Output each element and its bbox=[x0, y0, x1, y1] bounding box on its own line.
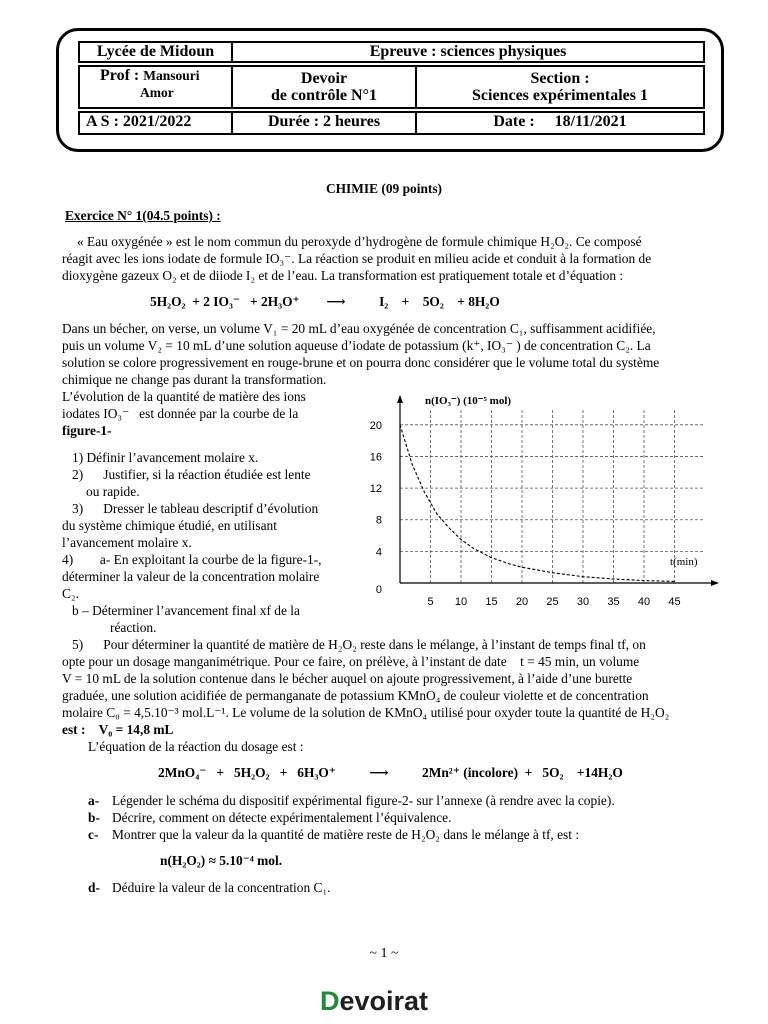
left-line-2: iodates IO₃⁻ est donnée par la courbe de la bbox=[62, 406, 299, 421]
chart-title: n(IO₃⁻) (10⁻⁵ mol) bbox=[425, 395, 512, 407]
x-axis-arrow bbox=[711, 580, 719, 586]
school-cell bbox=[78, 41, 233, 63]
devoir-line-2: de contrôle N°1 bbox=[271, 87, 377, 104]
intro-line-2: réagit avec les ions iodate de formule IO₃⁻. La réaction se produit en milieu acide et conduit à la formation de bbox=[62, 251, 652, 266]
q5-line-5: molaire C₀ = 4,5.10⁻³ mol.L⁻¹. Le volume de la solution de KMnO₄ utilisé pour oxyder toute la quantité de H₂O₂ bbox=[62, 705, 670, 720]
result-value: n(H₂O₂) ≈ 5.10⁻⁴ mol. bbox=[160, 853, 283, 868]
item-b-text: Décrire, comment on détecte expérimentalement l’équivalence. bbox=[112, 810, 452, 825]
question-3-cont-1: du système chimique étudié, en utilisant bbox=[62, 518, 277, 533]
section-label: Section : bbox=[530, 70, 590, 87]
x-tick-label: 15 bbox=[485, 596, 498, 608]
devoir-line-1: Devoir bbox=[300, 70, 348, 87]
item-c-label: c- bbox=[88, 827, 99, 842]
date-cell bbox=[415, 111, 705, 135]
q5-line-7: L’équation de la réaction du dosage est : bbox=[88, 739, 304, 754]
body-line-4: chimique ne change pas durant la transformation. bbox=[62, 372, 327, 387]
x-tick-label: 35 bbox=[607, 596, 620, 608]
left-line-3: figure-1- bbox=[62, 423, 112, 438]
x-tick-label: 10 bbox=[454, 596, 468, 608]
intro-line-1: « Eau oxygénée » est le nom commun du peroxyde d’hydrogène de formule chimique H₂O₂. Ce composé bbox=[77, 234, 642, 249]
equation-1: 5H₂O₂ + 2 IO₃⁻ + 2H₃O⁺ ⟶ I₂ + 5O₂ + 8H₂O bbox=[150, 294, 500, 309]
page-number: ~ 1 ~ bbox=[369, 946, 399, 961]
duration-cell bbox=[231, 111, 417, 135]
chimie-title: CHIMIE (09 points) bbox=[325, 181, 443, 196]
section-value: Sciences expérimentales 1 bbox=[472, 87, 648, 104]
body-line-1: Dans un bécher, on verse, un volume V₁ = 20 mL d’eau oxygénée de concentration C₁, suffisamment acidifiée, bbox=[62, 321, 656, 336]
figure-1-chart bbox=[360, 385, 730, 615]
x-tick-label: 30 bbox=[576, 596, 590, 608]
body-line-3: solution se colore progressivement en rouge-brune et on pourra donc considérer que le volume total du système bbox=[62, 355, 660, 370]
question-4a: 4) a- En exploitant la courbe de la figure-1-, bbox=[62, 552, 322, 567]
x-tick-label: 40 bbox=[637, 596, 651, 608]
question-2-cont: ou rapide. bbox=[86, 484, 140, 499]
q5-line-2: opte pour un dosage manganimétrique. Pour ce faire, on prélève, à l’instant de date t = 45 min, un volume bbox=[62, 654, 640, 669]
y-tick-label: 16 bbox=[369, 451, 382, 464]
q5-line-3: V = 10 mL de la solution contenue dans le bécher auquel on ajoute progressivement, à l’aide d’une burette bbox=[62, 671, 633, 686]
exam-date: Date : 18/11/2021 bbox=[493, 113, 627, 130]
logo-text: evoirat bbox=[339, 986, 429, 1016]
x-tick-label: 5 bbox=[427, 596, 434, 608]
intro-line-3: dioxygène gazeux O₂ et de diiode I₂ et de l’eau. La transformation est pratiquement totale et d’équation : bbox=[62, 268, 624, 283]
prof-cell bbox=[78, 65, 233, 109]
section-cell bbox=[415, 65, 705, 109]
logo-d-glyph: D bbox=[320, 986, 340, 1016]
question-4a-cont-2: C₂. bbox=[62, 586, 79, 601]
y-axis-arrow bbox=[397, 395, 403, 403]
question-4a-cont-1: déterminer la valeur de la concentration molaire bbox=[62, 569, 320, 584]
equation-2: 2MnO₄⁻ + 5H₂O₂ + 6H₃O⁺ ⟶ 2Mn²⁺ (incolore) + 5O₂ +14H₂O bbox=[158, 765, 623, 780]
school-name: Lycée de Midoun bbox=[96, 43, 215, 60]
x-tick-label: 20 bbox=[515, 596, 529, 608]
q5-line-4: graduée, une solution acidifiée de permanganate de potassium KMnO₄ de couleur violette et de concentration bbox=[62, 688, 649, 703]
q5-line-1: 5) Pour déterminer la quantité de matière de H₂O₂ reste dans le mélange, à l’instant de temps final tf, on bbox=[72, 637, 646, 652]
devoir-cell bbox=[231, 65, 417, 109]
devoirat-logo bbox=[320, 986, 428, 1017]
body-line-2: puis un volume V₂ = 10 mL d’une solution aqueuse d’iodate de potassium (k⁺, IO₃⁻ ) de concentration C₂. La bbox=[62, 338, 651, 353]
item-b-label: b- bbox=[88, 810, 100, 825]
y-tick-label: 8 bbox=[375, 514, 382, 527]
y-tick-label: 12 bbox=[369, 483, 382, 496]
question-3-cont-2: l’avancement molaire x. bbox=[62, 535, 192, 550]
question-2: 2) Justifier, si la réaction étudiée est lente bbox=[72, 467, 311, 482]
prof-name-1: Mansouri bbox=[143, 68, 200, 83]
question-4b-cont: réaction. bbox=[110, 620, 157, 635]
prof-name-2: Amor bbox=[140, 85, 174, 100]
x-tick-label: 25 bbox=[546, 596, 559, 608]
year-cell bbox=[78, 111, 233, 135]
question-1: 1) Définir l’avancement molaire x. bbox=[72, 450, 259, 465]
q5-line-6: est : V₀ = 14,8 mL bbox=[62, 722, 174, 737]
question-4b: b – Déterminer l’avancement final xf de la bbox=[72, 603, 300, 618]
duration: Durée : 2 heures bbox=[267, 113, 381, 130]
chart-grid bbox=[400, 409, 705, 583]
item-c-text: Montrer que la valeur da la quantité de matière reste de H₂O₂ dans le mélange à tf, est : bbox=[112, 827, 580, 842]
y-tick-label: 20 bbox=[369, 419, 382, 432]
item-a-text: Légender le schéma du dispositif expérimental figure-2- sur l’annexe (à rendre avec la copie). bbox=[112, 793, 615, 808]
item-d-label: d- bbox=[88, 880, 100, 895]
y-tick-label: 4 bbox=[375, 546, 382, 559]
exercise-title: Exercice N° 1(04.5 points) : bbox=[65, 208, 221, 223]
series-line bbox=[400, 425, 675, 582]
chart-xlabel: t(min) bbox=[670, 556, 698, 568]
prof-label: Prof : bbox=[100, 67, 140, 84]
item-d-text: Déduire la valeur de la concentration C₁. bbox=[112, 880, 331, 895]
question-3: 3) Dresser le tableau descriptif d’évolution bbox=[72, 501, 319, 516]
item-a-label: a- bbox=[88, 793, 100, 808]
left-line-1: L’évolution de la quantité de matière des ions bbox=[62, 389, 306, 404]
exam-title: Epreuve : sciences physiques bbox=[369, 43, 567, 60]
school-year: A S : 2021/2022 bbox=[86, 113, 192, 130]
header-frame bbox=[56, 28, 724, 152]
x-tick-label: 45 bbox=[668, 596, 681, 608]
chart-curve bbox=[400, 425, 675, 582]
exam-cell bbox=[231, 41, 705, 63]
y-tick-label: 0 bbox=[375, 584, 382, 596]
